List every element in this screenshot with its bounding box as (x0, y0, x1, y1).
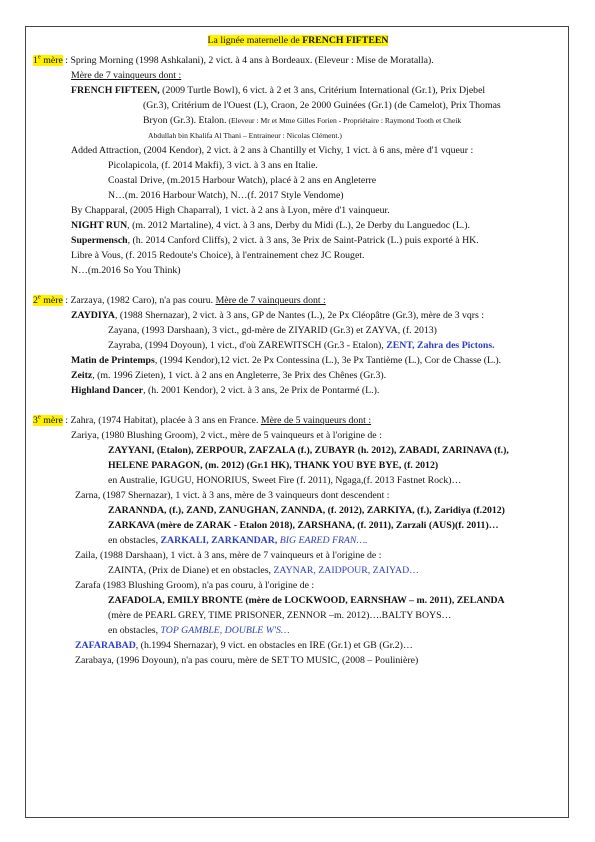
list-item: FRENCH FIFTEEN, (2009 Turtle Bowl), 6 vict. à 2 et 3 ans, Critérium International (Gr.1), Prix Djebel (71, 85, 486, 96)
list-item: ZAYDIYA, (1988 Shernazar), 2 vict. à 3 ans, GP de Nantes (L.), 2e Px Cléopâtre (Gr.3), mère de 3 vqrs : (71, 310, 485, 321)
list-item: Matin de Printemps, (1994 Kendor),12 vict. 2e Px Contessina (L.), 3e Px Tantième (L.), Cor de Chasse (L.). (71, 355, 502, 366)
dam3-heading: 3e mère : Zahra, (1974 Habitat), placée à 3 ans en France. Mère de 5 vainqueurs dont : (33, 413, 372, 426)
list-item: Zariya, (1980 Blushing Groom), 2 vict., mère de 5 vainqueurs et à l'origine de : (71, 430, 382, 441)
list-item: Picolapicola, (f. 2014 Makfi), 3 vict. à 3 ans en Italie. (108, 160, 318, 171)
list-item: N…(m.2016 So You Think) (71, 265, 181, 276)
document-title: La lignée maternelle de FRENCH FIFTEEN (207, 35, 389, 46)
dam2-heading: 2e mère : Zarzaya, (1982 Caro), n'a pas couru. Mère de 7 vainqueurs dont : (33, 293, 326, 306)
list-item: Abdullah bin Khalifa Al Thani – Entraineur : Nicolas Clément.) (148, 131, 342, 140)
list-item: Zayana, (1993 Darshaan), 3 vict., gd-mère de ZIYARID (Gr.3) et ZAYVA, (f. 2013) (108, 325, 437, 336)
list-item: Zarabaya, (1996 Doyoun), n'a pas couru, mère de SET TO MUSIC, (2008 – Poulinière) (75, 655, 419, 666)
list-item: Zayraba, (1994 Doyoun), 1 vict., d'où ZAREWITSCH (Gr.3 - Etalon), ZENT, Zahra des Pictons. (108, 340, 495, 351)
list-item: N…(m. 2016 Harbour Watch), N…(f. 2017 Style Vendome) (108, 190, 344, 201)
list-item: Zarna, (1987 Shernazar), 1 vict. à 3 ans, mère de 3 vainqueurs dont descendent : (75, 490, 390, 501)
list-item: Zarafa (1983 Blushing Groom), n'a pas couru, à l'origine de : (75, 580, 315, 591)
dam1-summary: Mère de 7 vainqueurs dont : (71, 70, 182, 81)
list-item: ZAYYANI, (Etalon), ZERPOUR, ZAFZALA (f.), ZUBAYR (h. 2012), ZABADI, ZARINAVA (f.), (108, 445, 509, 456)
document-body (33, 33, 563, 668)
list-item: Coastal Drive, (m.2015 Harbour Watch), placé à 2 ans en Angleterre (108, 175, 377, 186)
list-item: en obstacles, ZARKALI, ZARKANDAR, BIG EARED FRAN…. (108, 535, 368, 546)
list-item: By Chapparal, (2005 High Chaparral), 1 vict. à 2 ans à Lyon, mère d'1 vainqueur. (71, 205, 390, 216)
list-item: en Australie, IGUGU, HONORIUS, Sweet Fire (f. 2011), Ngaga,(f. 2013 Fastnet Rock)… (108, 475, 462, 486)
list-item: ZARANNDA, (f.), ZAND, ZANUGHAN, ZANNDA, (f. 2012), ZARKIYA, (f.), Zaridiya (f.2012) (108, 505, 505, 516)
list-item: ZAFADOLA, EMILY BRONTE (mère de LOCKWOOD, EARNSHAW – m. 2011), ZELANDA (108, 595, 505, 606)
list-item: ZAINTA, (Prix de Diane) et en obstacles, ZAYNAR, ZAIDPOUR, ZAIYAD… (108, 565, 419, 576)
dam1-label: 1e mère (33, 53, 63, 66)
list-item: Added Attraction, (2004 Kendor), 2 vict. à 2 ans à Chantilly et Vichy, 1 vict. à 6 ans, mère d'1 vqueur : (71, 145, 474, 156)
list-item: HELENE PARAGON, (m. 2012) (Gr.1 HK), THANK YOU BYE BYE, (f. 2012) (108, 460, 439, 471)
list-item: ZARKAVA (mère de ZARAK - Etalon 2018), ZARSHANA, (f. 2011), Zarzali (AUS)(f. 2011)… (108, 520, 499, 531)
list-item: (mère de PEARL GREY, TIME PRISONER, ZENNOR –m. 2012)….BALTY BOYS… (108, 610, 452, 621)
list-item: Zaila, (1988 Darshaan), 1 vict. à 3 ans, mère de 7 vainqueurs et à l'origine de : (75, 550, 382, 561)
list-item: Libre à Vous, (f. 2015 Redoute's Choice), à l'entrainement chez JC Rouget. (71, 250, 365, 261)
list-item: ZAFARABAD, (h.1994 Shernazar), 9 vict. en obstacles en IRE (Gr.1) et GB (Gr.2)… (75, 640, 413, 651)
list-item: Highland Dancer, (h. 2001 Kendor), 2 vict. à 3 ans, 2e Prix de Pontarmé (L.). (71, 385, 380, 396)
list-item: NIGHT RUN, (m. 2012 Martaline), 4 vict. à 3 ans, Derby du Midi (L.), 2e Derby du Languedoc (L.). (71, 220, 470, 231)
list-item: Bryon (Gr.3). Etalon. (Eleveur : Mr et Mme Gilles Forien - Propriétaire : Raymond Tooth et Cheik (143, 115, 462, 126)
list-item: en obstacles, TOP GAMBLE, DOUBLE W'S… (108, 625, 290, 636)
list-item: Supermensch, (h. 2014 Canford Cliffs), 2 vict. à 3 ans, 3e Prix de Saint-Patrick (L.) puis exporté à HK. (71, 235, 479, 246)
list-item: Zeitz, (m. 1996 Zieten), 1 vict. à 2 ans en Angleterre, 3e Prix des Chênes (Gr.3). (71, 370, 387, 381)
dam3-label: 3e mère (33, 413, 63, 426)
dam2-label: 2e mère (33, 293, 63, 306)
list-item: (Gr.3), Critérium de l'Ouest (L), Craon, 2e 2000 Guinées (Gr.1) (de Camelot), Prix Thomas (143, 100, 501, 111)
dam1-heading: 1e mère : Spring Morning (1998 Ashkalani), 2 vict. à 4 ans à Bordeaux. (Eleveur : Mise de Moratalla). (33, 53, 434, 66)
